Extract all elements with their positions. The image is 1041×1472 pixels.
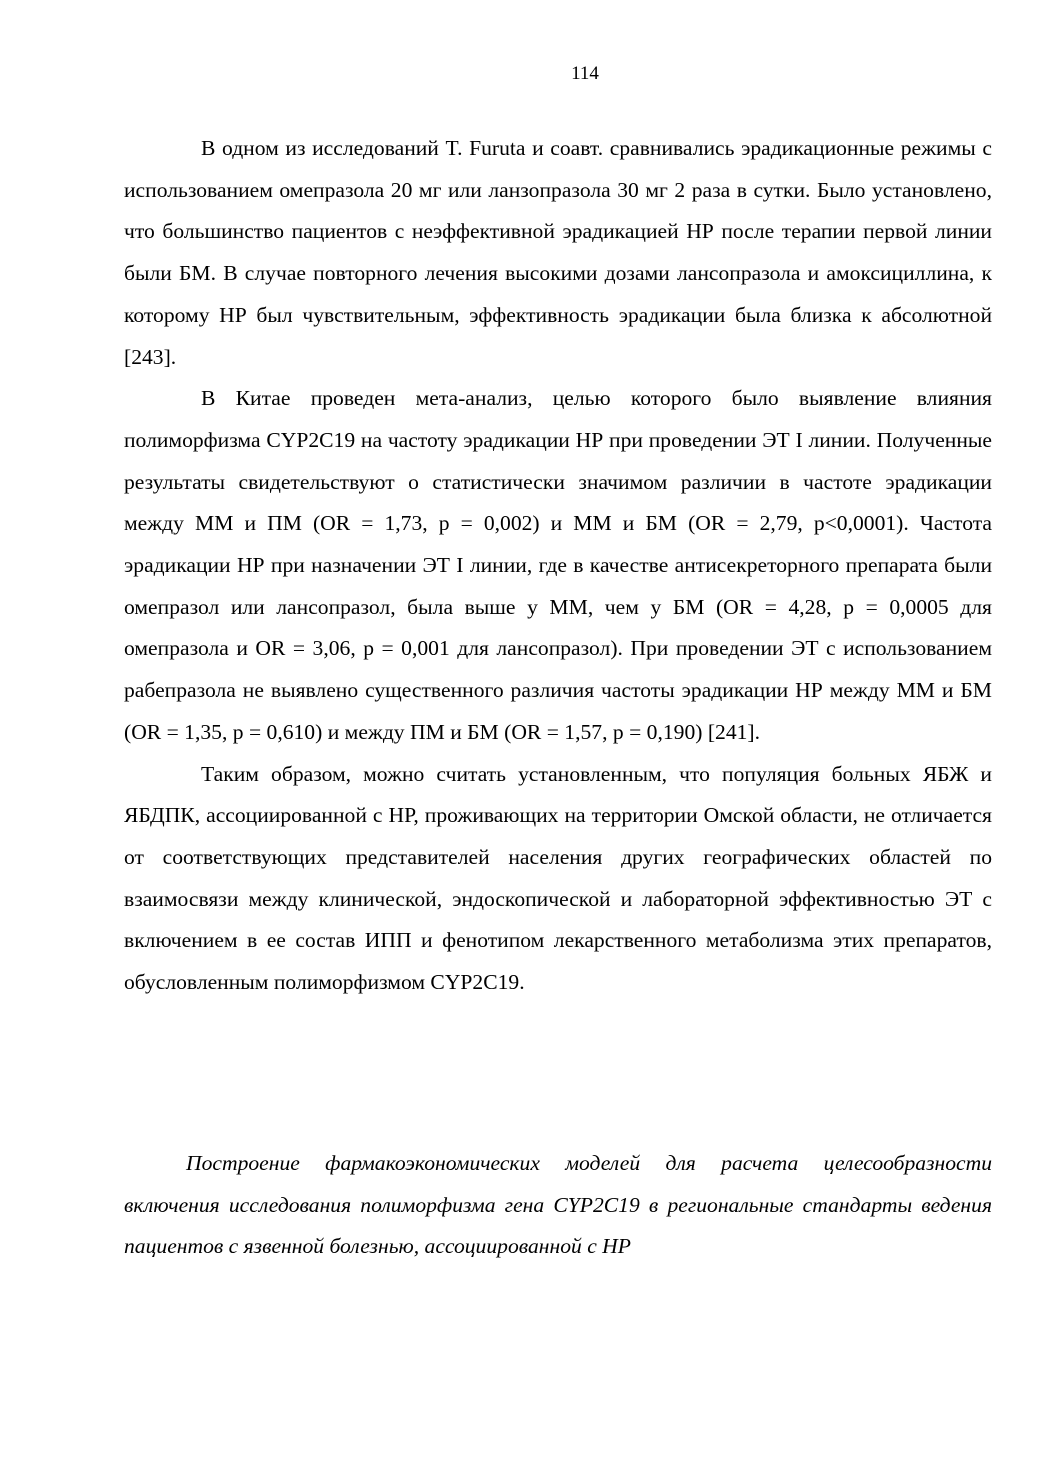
section-heading: Построение фармакоэкономических моделей для расчета целесообразности включения исследования полиморфизма гена CYP2C19 в региональные стандарты ведения пациентов с язвенной болезнью, ассоциированной с НР [124, 1151, 992, 1259]
paragraph-conclusion: Таким образом, можно считать установленным, что популяция больных ЯБЖ и ЯБДПК, ассоциированной с НР, проживающих на территории Омской области, не отличается от соответствующих представителей населения других географических областей по взаимосвязи между клинической, эндоскопической и лабораторной эффективностью ЭТ с включением в ее состав ИПП и фенотипом лекарственного метаболизма этих препаратов, обусловленным полиморфизмом CYP2C19. [124, 761, 992, 995]
body-text [124, 128, 992, 1004]
paragraph-china-meta-analysis: В Китае проведен мета-анализ, целью которого было выявление влияния полиморфизма CYP2C19 на частоту эрадикации НР при проведении ЭТ I линии. Полученные результаты свидетельствуют о статистически значимом различии в частоте эрадикации между ММ и ПМ (OR = 1,73, p = 0,002) и ММ и БМ (OR = 2,79, p<0,0001). Частота эрадикации НР при назначении ЭТ I линии, где в качестве антисекреторного препарата были омепразол или лансопразол, была выше у ММ, чем у БМ (OR = 4,28, p = 0,0005 для омепразола и OR = 3,06, p = 0,001 для лансопразол). При проведении ЭТ с использованием рабепразола не выявлено существенного различия частоты эрадикации НР между ММ и БМ (OR = 1,35, p = 0,610) и между ПМ и БМ (OR = 1,57, p = 0,190) [241]. [124, 386, 992, 744]
paragraph-furuta-study: В одном из исследований T. Furuta и соавт. сравнивались эрадикационные режимы с использованием омепразола 20 мг или ланзопразола 30 мг 2 раза в сутки. Было установлено, что большинство пациентов с неэффективной эрадикацией НР после терапии первой линии были БМ. В случае повторного лечения высокими дозами лансопразола и амоксициллина, к которому НР был чувствительным, эффективность эрадикации была близка к абсолютной [243]. [124, 136, 992, 369]
page-number: 114 [571, 63, 599, 84]
